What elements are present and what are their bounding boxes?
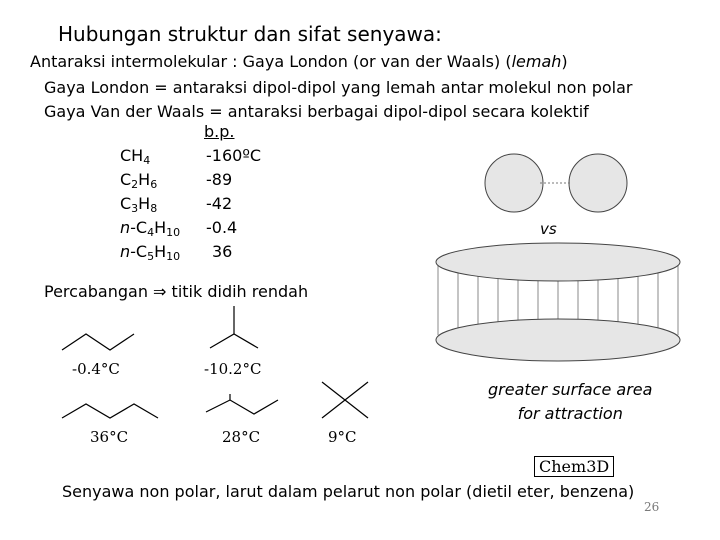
sphere-left — [485, 154, 543, 212]
branching-result: titik didih rendah — [171, 282, 309, 301]
temp-pentane: 36°C — [90, 428, 129, 446]
vdw-definition: Gaya Van der Waals = antaraksi berbagai dipol-dipol secara kolektif — [44, 102, 589, 121]
butane-structure — [62, 334, 134, 350]
temp-isopentane: 28°C — [222, 428, 261, 446]
bp-ethane: -89 — [206, 170, 233, 189]
solubility-statement: Senyawa non polar, larut dalam pelarut non polar (dietil eter, benzena) — [62, 482, 635, 501]
cylinder-top — [436, 243, 680, 281]
branching-statement — [44, 282, 308, 301]
surface-caption — [488, 378, 652, 426]
slide-title: Hubungan struktur dan sifat senyawa: — [58, 22, 442, 46]
intermolecular-text: Antaraksi intermolekular : Gaya London (or van der Waals) ( — [30, 52, 512, 71]
temp-isobutane: -10.2°C — [204, 360, 262, 378]
chem3d-button[interactable]: Chem3D — [534, 456, 614, 477]
formula-ethane: $C_2H_6$ — [120, 170, 158, 191]
london-definition: Gaya London = antaraksi dipol-dipol yang lemah antar molekul non polar — [44, 78, 633, 97]
bp-butane: -0.4 — [206, 218, 238, 237]
temp-neopentane: 9°C — [328, 428, 357, 446]
isobutane-structure — [210, 306, 258, 348]
implies-arrow-icon: ⇒ — [153, 282, 167, 301]
cylinder-drawing — [436, 243, 680, 361]
weak-emphasis: lemah — [511, 52, 562, 71]
vs-label: vs — [540, 220, 557, 238]
formula-propane: $C_3H_8$ — [120, 194, 158, 215]
bp-propane: -42 — [206, 194, 233, 213]
page-number: 26 — [644, 500, 660, 514]
bp-pentane: 36 — [212, 242, 233, 261]
sphere-right — [569, 154, 627, 212]
surface-line-1: greater surface area — [488, 380, 653, 399]
surface-line-2: for attraction — [517, 404, 623, 423]
cylinder-bottom — [436, 319, 680, 361]
temp-butane: -0.4°C — [72, 360, 120, 378]
isopentane-structure — [206, 394, 278, 414]
bp-header: b.p. — [204, 122, 235, 141]
bp-methane: -160ºC — [206, 146, 262, 165]
formula-pentane: $n-C_5H_{10}$ — [120, 242, 181, 263]
formula-butane: $n-C_4H_{10}$ — [120, 218, 181, 239]
intermolecular-close: ) — [561, 52, 568, 71]
branching-text: Percabangan — [44, 282, 148, 301]
neopentane-structure — [322, 382, 368, 418]
pentane-structure — [62, 404, 158, 418]
formula-methane: $CH_4$ — [120, 146, 151, 167]
